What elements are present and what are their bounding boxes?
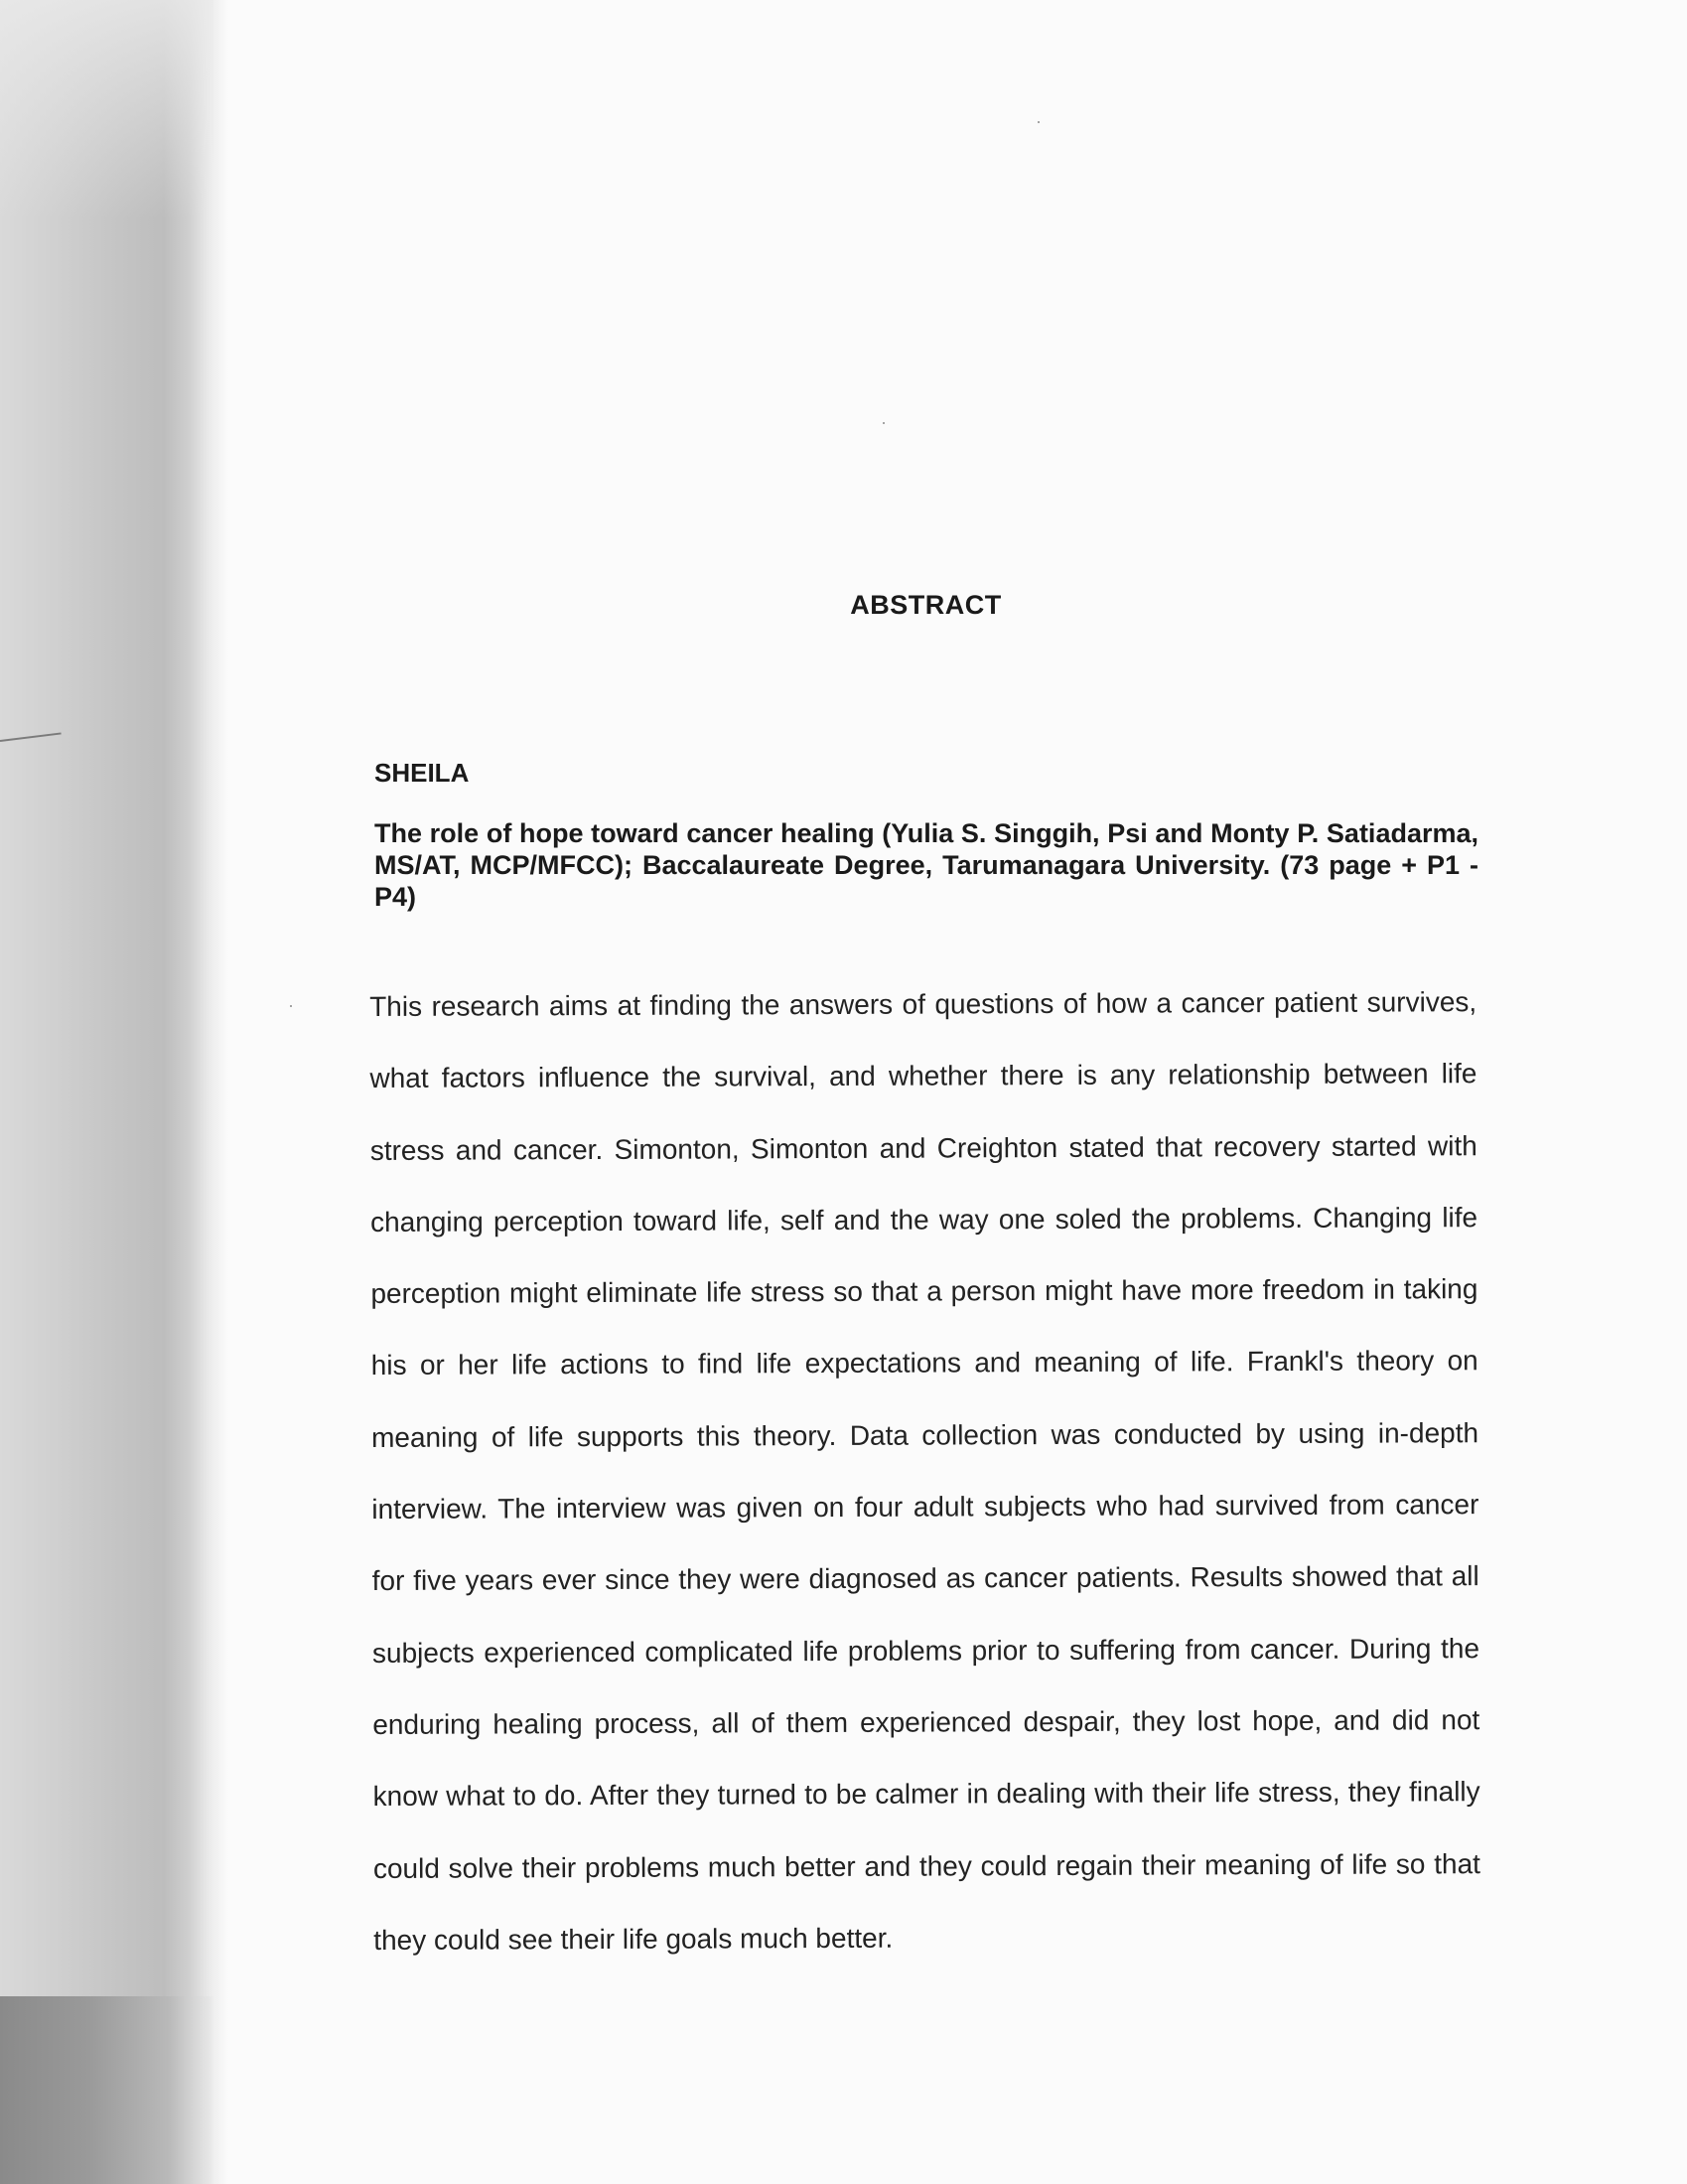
abstract-body-text: This research aims at finding the answers of questions of how a cancer patient survives, what factors influence the survival, and whether there is any relationship between life stress and cancer. Simonton, Simonton and Creighton stated that recovery started with changing perception toward life, self and the way one soled the problems. Changing life perception might eliminate life stress so that a person might have more freedom in taking his or her life actions to find life expectations and meaning of life. Frankl's theory on meaning of life supports this theory. Data collection was conducted by using in-depth interview. The interview was given on four adult subjects who had survived from cancer for five years ever since they were diagnosed as cancer patients. Results showed that all subjects experienced complicated life problems prior to suffering from cancer. During the enduring healing process, all of them experienced despair, they lost hope, and did not know what to do. After they turned to be calmer in dealing with their life stress, they finally could solve their problems much better and they could regain their meaning of life so that they could see their life goals much better.	[369, 986, 1480, 1956]
thesis-citation: The role of hope toward cancer healing (Yulia S. Singgih, Psi and Monty P. Satiadarma, MS/AT, MCP/MFCC); Baccalaureate Degree, Tarumanagara University. (73 page + P1 - P4)	[374, 818, 1478, 912]
author-name: SHEILA	[374, 758, 470, 788]
abstract-heading: ABSTRACT	[850, 590, 1002, 620]
